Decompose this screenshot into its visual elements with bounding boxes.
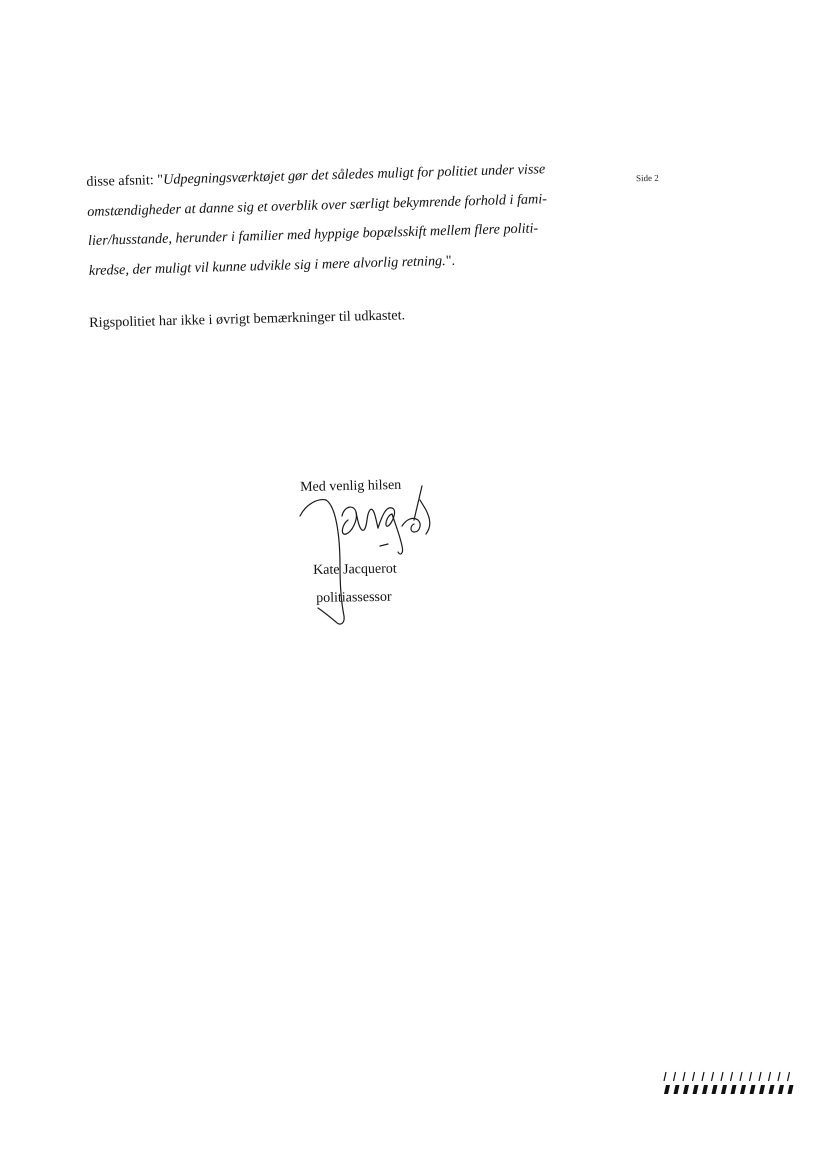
quote-text-start: Udpegningsværktøjet gør det således muligt for politiet under visse [162,161,546,188]
barcode-bar [702,1085,708,1094]
barcode-bar [750,1085,756,1094]
closing-greeting: Med venlig hilsen [300,477,402,495]
barcode-stripe [750,1072,752,1081]
barcode-stripe [702,1072,704,1081]
barcode-bar [731,1085,737,1094]
barcode-bar [740,1085,746,1094]
quote-line-2: omstændigheder at danne sig et overblik over særligt bekymrende forhold i fami- [86,190,548,220]
barcode-bar [712,1085,718,1094]
handwritten-signature-icon [296,476,446,636]
barcode-bar [759,1085,765,1094]
barcode-stripe [683,1072,685,1081]
quote-line-3: lier/husstande, herunder i familier med hyppige bopælsskift mellem flere politi- [87,220,539,249]
barcode-icon [660,1070,796,1096]
quote-text-end: kredse, der muligt vil kunne udvikle sig i mere alvorlig retning. [88,252,446,279]
barcode-stripe [693,1072,695,1081]
barcode-stripe [731,1072,733,1081]
barcode-bar [693,1085,699,1094]
quote-close: ". [445,252,456,269]
closing-statement: Rigspolitiet har ikke i øvrigt bemærkninger til udkastet. [89,307,406,331]
barcode-stripe [721,1072,723,1081]
signer-title: politiassessor [316,589,392,606]
barcode-stripe [788,1072,790,1081]
barcode-bar [788,1085,794,1094]
barcode-bar [683,1085,689,1094]
barcode-bar [721,1085,727,1094]
barcode-stripe [740,1072,742,1081]
barcode-stripe [712,1072,714,1081]
barcode-bar [664,1085,670,1094]
quote-intro: disse afsnit: " [86,171,164,190]
barcode-stripe [778,1072,780,1081]
quoted-paragraph [86,153,629,286]
page-number-label: Side 2 [635,172,659,184]
barcode-stripe [759,1072,761,1081]
barcode-bar [769,1085,775,1094]
barcode-stripe [769,1072,771,1081]
barcode-stripe [674,1072,676,1081]
barcode-bar [778,1085,784,1094]
signer-name: Kate Jacquerot [313,561,397,578]
barcode-stripe [664,1072,666,1081]
barcode-bar [674,1085,680,1094]
